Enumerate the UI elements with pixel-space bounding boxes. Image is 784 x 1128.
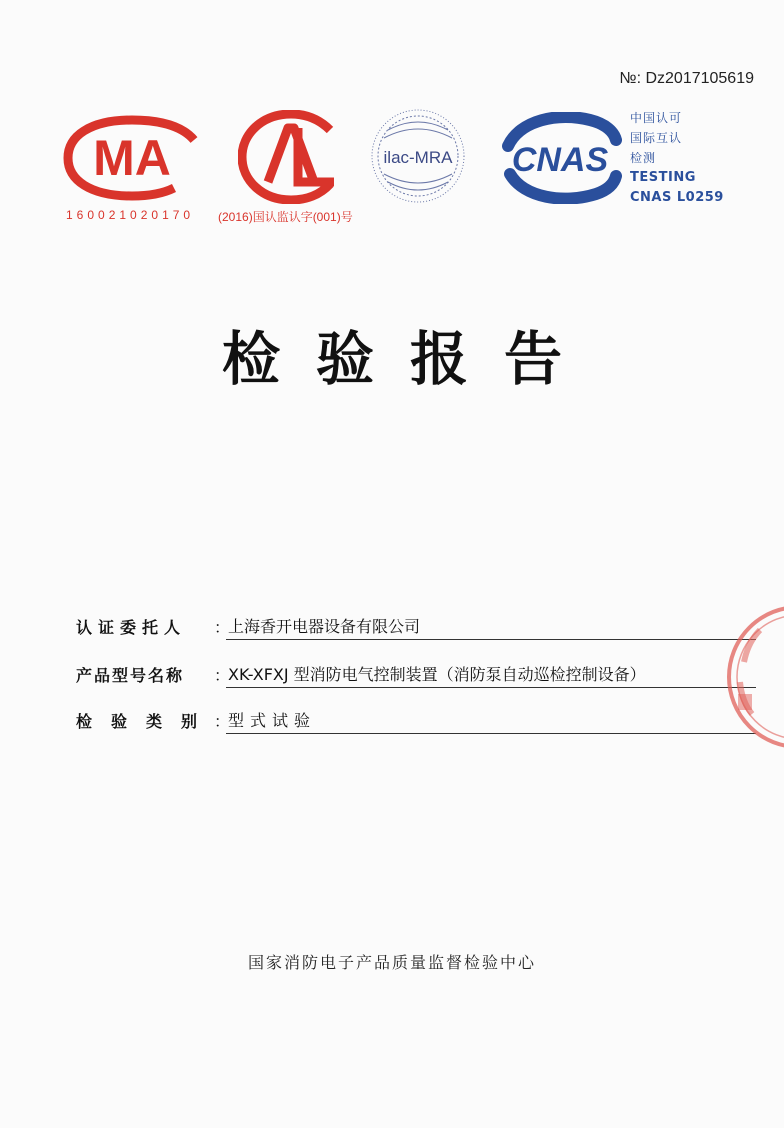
cma-logo: [60, 114, 204, 202]
test-type-label: 检验类别: [76, 712, 217, 731]
client-value: 上海香开电器设备有限公司: [226, 614, 756, 640]
cma-logo-text: MA: [93, 130, 171, 186]
cal-logo: [238, 110, 344, 204]
cal-logo-icon: [238, 110, 344, 204]
client-field: [76, 610, 756, 640]
client-label: 认证委托人: [76, 618, 187, 637]
test-type-field: [76, 704, 756, 734]
test-type-colon: ：: [214, 712, 231, 731]
cnas-line3: 检测: [630, 151, 657, 165]
product-colon: ：: [214, 666, 231, 685]
cnas-line5: CNAS L0259: [630, 190, 724, 205]
cal-caption: (2016)国认监认字(001)号: [218, 210, 353, 224]
product-value: XK-XFXJ 型消防电气控制装置（消防泵自动巡检控制设备）: [226, 662, 756, 688]
cnas-caption: [630, 108, 724, 208]
red-seal-icon: [724, 602, 784, 752]
red-seal: [724, 602, 784, 756]
ilac-mra-text: ilac-MRA: [383, 148, 453, 167]
cma-logo-icon: [60, 114, 204, 202]
cnas-line1: 中国认可: [630, 111, 683, 125]
client-colon: ：: [214, 618, 231, 637]
cnas-line2: 国际互认: [630, 131, 683, 145]
cnas-logo-text: CNAS: [511, 141, 609, 179]
ilac-mra-logo-icon: [370, 108, 466, 204]
product-label: 产品型号名称: [76, 666, 185, 685]
issuer-name: 国家消防电子产品质量监督检验中心: [247, 953, 536, 972]
cnas-logo: [498, 112, 622, 204]
cnas-logo-icon: [498, 112, 622, 204]
cma-number: 160021020170: [66, 208, 195, 222]
report-title: 检验报告: [221, 325, 598, 393]
cnas-line4: TESTING: [630, 170, 696, 185]
test-type-value: 型式试验: [226, 708, 756, 734]
report-number: №: Dz2017105619: [619, 70, 754, 87]
ilac-mra-logo: [370, 108, 466, 204]
product-field: [76, 658, 756, 688]
